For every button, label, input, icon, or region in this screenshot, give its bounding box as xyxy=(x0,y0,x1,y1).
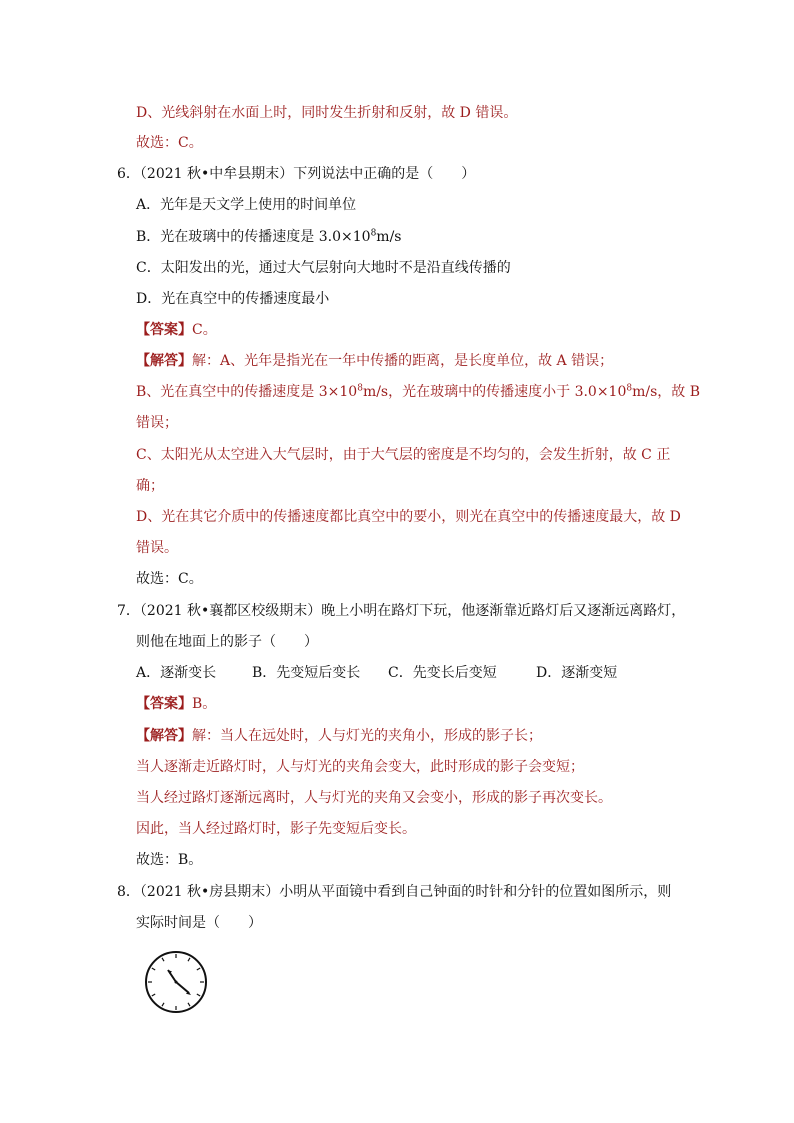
q5-choose: 故选：C。 xyxy=(136,135,203,151)
q7-option-a: A．逐渐变长 xyxy=(136,665,217,681)
q6-explanation-d: D、光在其它介质中的传播速度都比真空中的要小，则光在真空中的传播速度最大，故 D xyxy=(136,509,681,525)
q7-option-c: C．先变长后变短 xyxy=(388,665,497,681)
q6-choose: 故选：C。 xyxy=(136,571,203,587)
clock-minute-hand xyxy=(176,982,189,993)
q6-explanation-c-cont: 确； xyxy=(136,478,164,494)
q7-stem: 7．（2021 秋•襄都区校级期末）晚上小明在路灯下玩，他逐渐靠近路灯后又逐渐远离路灯， xyxy=(117,603,686,619)
q6-option-c: C．太阳发出的光，通过大气层射向大地时不是沿直线传播的 xyxy=(136,260,511,276)
q5-option-d-explanation: D、光线斜射在水面上时，同时发生折射和反射，故 D 错误。 xyxy=(136,105,518,121)
q6-explanation-b-cont: 错误； xyxy=(136,415,178,431)
q6-explanation-a: 【解答】解：A、光年是指光在一年中传播的距离，是长度单位，故 A 错误； xyxy=(136,353,614,369)
q6-explanation-d-cont: 错误。 xyxy=(136,540,178,556)
q7-explanation-3: 当人经过路灯逐渐远离时，人与灯光的夹角又会变小，形成的影子再次变长。 xyxy=(136,790,612,806)
q8-stem: 8．（2021 秋•房县期末）小明从平面镜中看到自己钟面的时针和分针的位置如图所示，则 xyxy=(117,884,672,900)
q7-explanation-2: 当人逐渐走近路灯时，人与灯光的夹角会变大，此时形成的影子会变短； xyxy=(136,759,584,775)
clock-center xyxy=(175,981,178,984)
q7-option-d: D．逐渐变短 xyxy=(536,665,618,681)
q7-choose: 故选：B。 xyxy=(136,852,203,868)
q7-stem-cont: 则他在地面上的影子（ ） xyxy=(136,634,318,650)
q6-option-b: B．光在玻璃中的传播速度是 $3.0\times 10^8m/s$ xyxy=(136,228,402,245)
q7-explanation-4: 因此，当人经过路灯时，影子先变短后变长。 xyxy=(136,821,416,837)
q6-explanation-b: B、光在真空中的传播速度是 $3\times 10^8m/s$，光在玻璃中的传播速度小于 $3.0\times 10^8m/s$，故 B xyxy=(136,383,701,400)
q6-answer: 【答案】C。 xyxy=(136,322,217,338)
q7-option-b: B．先变短后变长 xyxy=(252,665,361,681)
clock-figure xyxy=(144,950,208,1014)
q6-option-d: D．光在真空中的传播速度最小 xyxy=(136,291,330,307)
q6-stem: 6．（2021 秋•中牟县期末）下列说法中正确的是（ ） xyxy=(117,166,476,182)
q7-options xyxy=(136,663,617,683)
q6-option-a: A．光年是天文学上使用的时间单位 xyxy=(136,197,357,213)
q8-stem-cont: 实际时间是（ ） xyxy=(136,915,262,931)
q7-explanation-1: 【解答】解：当人在远处时，人与灯光的夹角小，形成的影子长； xyxy=(136,728,542,744)
q6-explanation-c: C、太阳光从太空进入大气层时，由于大气层的密度是不均匀的，会发生折射，故 C 正 xyxy=(136,447,671,463)
q7-answer: 【答案】B。 xyxy=(136,696,217,712)
